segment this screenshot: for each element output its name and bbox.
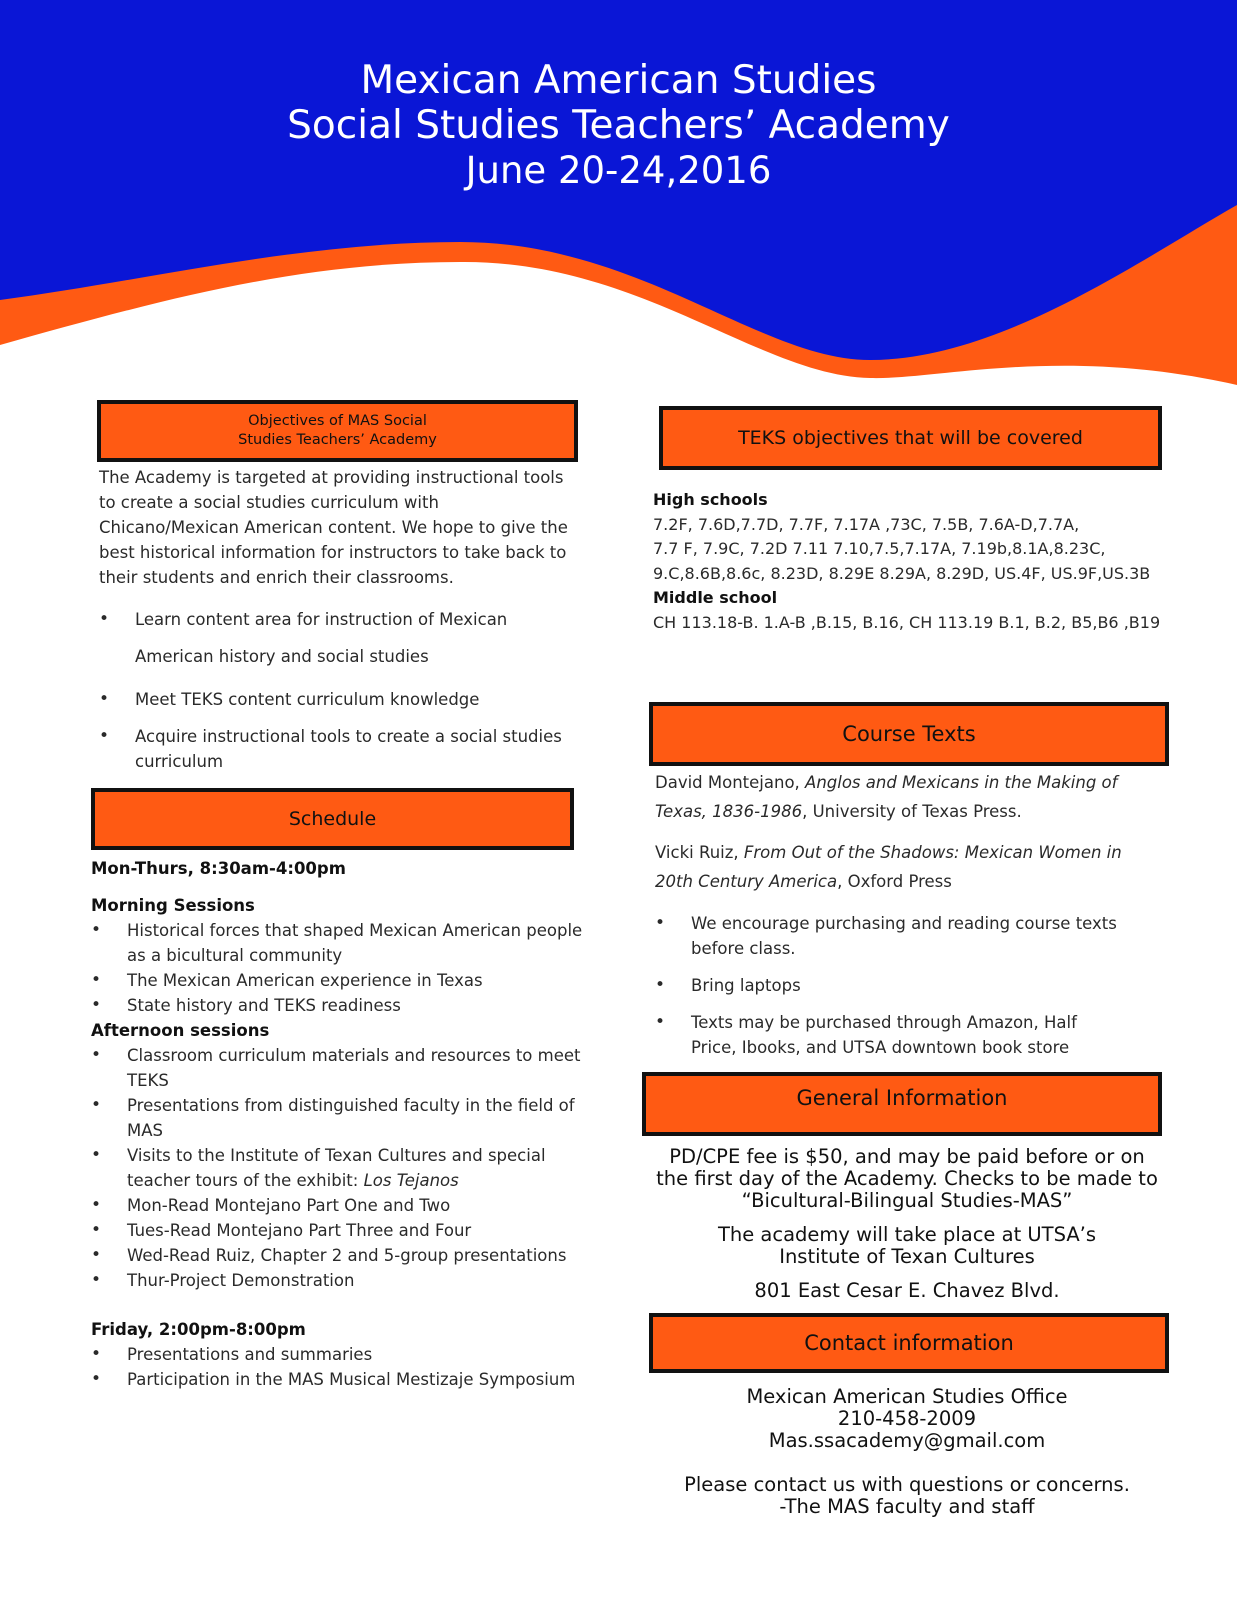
course-texts-content [655, 768, 1135, 896]
list-item: • Acquire instructional tools to create a social studies curriculum [99, 724, 569, 774]
closing-line: Please contact us with questions or concerns. [684, 1473, 1130, 1496]
friday-time: Friday, 2:00pm-8:00pm [91, 1320, 306, 1339]
objectives-list [99, 601, 569, 774]
middle-school-label: Middle school [653, 588, 778, 607]
list-item: • State history and TEKS readiness [91, 993, 591, 1018]
objectives-intro: The Academy is targeted at providing instructional tools to create a social studies curriculum with Chicano/Mexican American content. We hope to give the best historical information for instructors to take back to their students and enrich their classrooms. [99, 468, 568, 587]
location-text: The academy will take place at UTSA’s Institute of Texan Cultures [717, 1223, 1097, 1268]
list-item: • Participation in the MAS Musical Mestizaje Symposium [91, 1367, 591, 1392]
book-citation: David Montejano, Anglos and Mexicans in the Making of Texas, 1836-1986, University of Texas Press. [655, 773, 1118, 821]
teks-high-line: 7.2F, 7.6D,7.7D, 7.7F, 7.17A ,73C, 7.5B, 7.6A-D,7.7A, [653, 514, 1080, 534]
morning-label: Morning Sessions [91, 896, 255, 915]
list-item: • We encourage purchasing and reading course texts before class. [655, 911, 1125, 961]
book-citation: Vicki Ruiz, From Out of the Shadows: Mexican Women in 20th Century America, Oxford Press [655, 843, 1122, 891]
objectives-heading-line-1: Objectives of MAS Social [248, 413, 427, 429]
list-item: • Presentations from distinguished faculty in the field of MAS [91, 1093, 591, 1143]
list-item: • Thur-Project Demonstration [91, 1268, 591, 1293]
list-item: • Texts may be purchased through Amazon, Half Price, Ibooks, and UTSA downtown book store [655, 1010, 1125, 1060]
fee-text: PD/CPE fee is $50, and may be paid before or on the first day of the Academy. Checks to be made to “Bicultural-Bilingual Studies-MAS” [656, 1145, 1158, 1212]
page-title [0, 58, 1237, 193]
list-item: • Learn content area for instruction of Mexican American history and social studies [99, 601, 569, 675]
teks-heading: TEKS objectives that will be covered [659, 406, 1162, 470]
general-info-heading: General Information [642, 1072, 1162, 1136]
list-item: • Meet TEKS content curriculum knowledge [99, 687, 569, 712]
contact-heading: Contact information [649, 1313, 1169, 1373]
weekday-time: Mon-Thurs, 8:30am-4:00pm [91, 859, 346, 878]
schedule-content [91, 856, 591, 1392]
objectives-heading-line-2: Studies Teachers’ Academy [238, 432, 437, 448]
list-item: • Historical forces that shaped Mexican American people as a bicultural community [91, 918, 591, 968]
objectives-heading [97, 400, 578, 462]
teks-content [653, 488, 1193, 635]
afternoon-label: Afternoon sessions [91, 1021, 270, 1040]
title-line-1: Mexican American Studies [360, 58, 877, 103]
title-date: June 20-24,2016 [465, 149, 772, 192]
list-item: • Tues-Read Montejano Part Three and Four [91, 1218, 591, 1243]
course-texts-list [655, 911, 1125, 1060]
list-item: • Presentations and summaries [91, 1342, 591, 1367]
general-info-content [652, 1146, 1162, 1302]
contact-content [652, 1386, 1162, 1518]
teks-high-line: 7.7 F, 7.9C, 7.2D 7.11 7.10,7.5,7.17A, 7.19b,8.1A,8.23C, [653, 539, 1106, 558]
office-name: Mexican American Studies Office [746, 1385, 1068, 1408]
email-link[interactable]: Mas.ssacademy@gmail.com [768, 1429, 1046, 1452]
list-item: • Classroom curriculum materials and resources to meet TEKS [91, 1043, 591, 1093]
list-item: • Visits to the Institute of Texan Cultures and special teacher tours of the exhibit: Los Tejanos [91, 1143, 591, 1193]
schedule-heading: Schedule [91, 788, 574, 850]
address-text: 801 East Cesar E. Chavez Blvd. [754, 1279, 1060, 1302]
list-item: • The Mexican American experience in Texas [91, 968, 591, 993]
list-item: • Wed-Read Ruiz, Chapter 2 and 5-group presentations [91, 1243, 591, 1268]
phone-number: 210-458-2009 [837, 1407, 977, 1430]
high-school-label: High schools [653, 490, 768, 509]
list-item: • Mon-Read Montejano Part One and Two [91, 1193, 591, 1218]
course-texts-heading: Course Texts [649, 702, 1169, 766]
teks-high-line: 9.C,8.6B,8.6c, 8.23D, 8.29E 8.29A, 8.29D, US.4F, US.9F,US.3B [653, 563, 1151, 583]
closing-signature: -The MAS faculty and staff [779, 1495, 1035, 1518]
list-item: • Bring laptops [655, 973, 1125, 998]
title-line-2: Social Studies Teachers’ Academy [287, 103, 950, 148]
teks-middle-line: CH 113.18-B. 1.A-B ,B.15, B.16, CH 113.19 B.1, B.2, B5,B6 ,B19 [653, 612, 1161, 632]
